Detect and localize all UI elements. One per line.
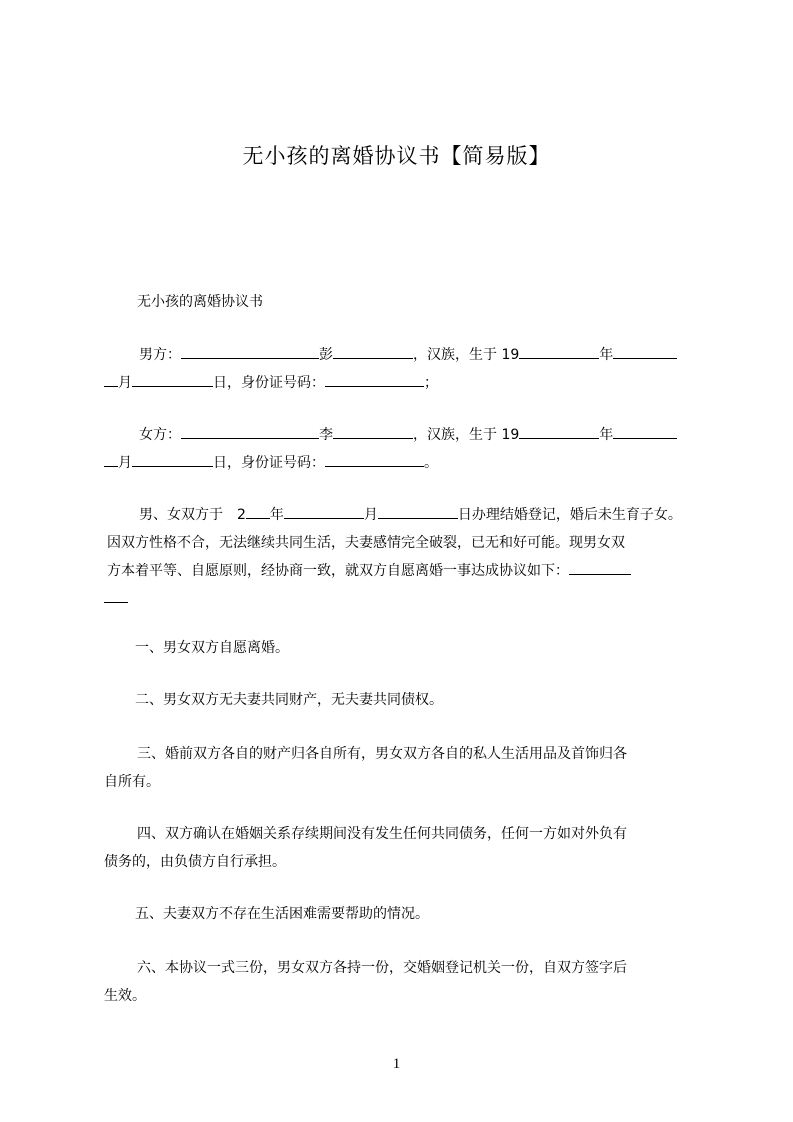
- male-party-line-2: 月 日，身份证号码： ；: [104, 373, 438, 393]
- marriage-paragraph-line-2: 因双方性格不合，无法继续共同生活，夫妻感情完全破裂，已无和好可能。现男女双: [107, 535, 625, 551]
- female-party-line-1: 女方： 李 ，汉族，生于 19 年: [139, 425, 677, 445]
- clause-3-line-1: 三、婚前双方各自的财产归各自所有，男女双方各自的私人生活用品及首饰归各: [137, 746, 627, 762]
- clause-3-line-2: 自所有。: [104, 774, 160, 790]
- blank-field: [132, 373, 213, 387]
- male-party-line-1: 男方： 彭 ，汉族，生于 19 年: [139, 345, 677, 365]
- clause-6-line-2: 生效。: [104, 988, 146, 1004]
- blank-field: [104, 589, 128, 603]
- document-subtitle: 无小孩的离婚协议书: [137, 294, 263, 310]
- document-title: 无小孩的离婚协议书【简易版】: [242, 144, 551, 168]
- blank-field: [181, 425, 319, 439]
- blank-field: [181, 345, 319, 359]
- blank-field: [104, 453, 118, 467]
- blank-field: [284, 505, 364, 519]
- page-number: 1: [392, 1056, 401, 1072]
- blank-field: [246, 505, 270, 519]
- blank-field: [378, 505, 458, 519]
- marriage-paragraph-line-4: [104, 589, 128, 609]
- blank-field: [613, 345, 677, 359]
- blank-field: [613, 425, 677, 439]
- blank-field: [325, 373, 424, 387]
- blank-field: [333, 345, 413, 359]
- blank-field: [519, 425, 599, 439]
- clause-4-line-1: 四、双方确认在婚姻关系存续期间没有发生任何共同债务，任何一方如对外负有: [137, 826, 627, 842]
- blank-field: [325, 453, 424, 467]
- blank-field: [333, 425, 413, 439]
- blank-field: [104, 373, 118, 387]
- clause-5: 五、夫妻双方不存在生活困难需要帮助的情况。: [135, 906, 429, 922]
- clause-6-line-1: 六、本协议一式三份，男女双方各持一份，交婚姻登记机关一份，自双方签字后: [137, 960, 627, 976]
- marriage-paragraph-line-3: 方本着平等、自愿原则，经协商一致，就双方自愿离婚一事达成协议如下：: [107, 561, 631, 581]
- marriage-paragraph-line-1: 男、女双方于 2 年 月 日办理结婚登记，婚后未生育子女。: [139, 507, 682, 523]
- female-party-line-2: 月 日，身份证号码： 。: [104, 453, 438, 473]
- blank-field: [519, 345, 599, 359]
- clause-2: 二、男女双方无夫妻共同财产，无夫妻共同债权。: [135, 692, 443, 708]
- blank-field: [569, 561, 631, 575]
- clause-4-line-2: 债务的，由负债方自行承担。: [104, 854, 286, 870]
- clause-1: 一、男女双方自愿离婚。: [135, 640, 289, 656]
- blank-field: [132, 453, 213, 467]
